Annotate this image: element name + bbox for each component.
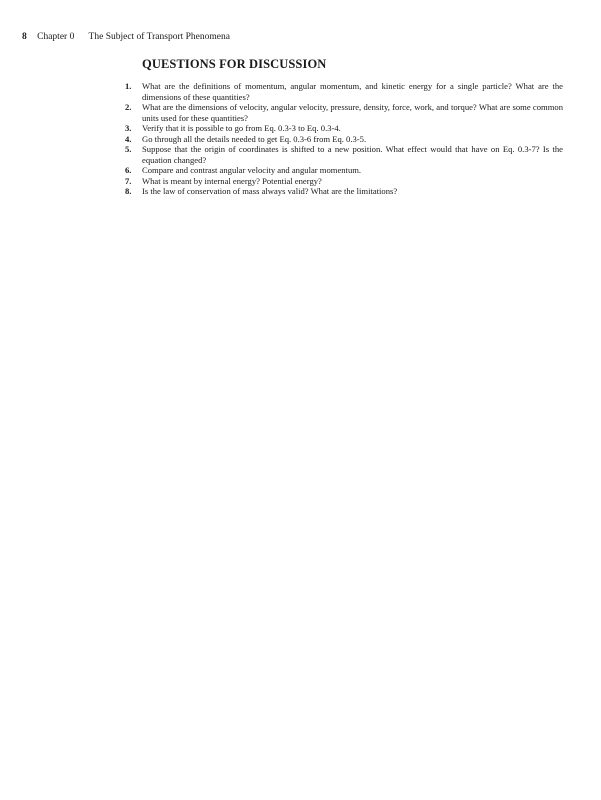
question-text: What is meant by internal energy? Potential energy?	[142, 175, 322, 186]
list-item	[125, 165, 563, 176]
chapter-label: Chapter 0	[37, 32, 75, 42]
question-text: Compare and contrast angular velocity and angular momentum.	[142, 165, 362, 175]
list-item	[125, 134, 563, 145]
list-item	[125, 102, 563, 123]
section-title: QUESTIONS FOR DISCUSSION	[142, 57, 327, 71]
question-number: 5.	[125, 144, 132, 154]
question-text: Go through all the details needed to get Eq. 0.3-6 from Eq. 0.3-5.	[142, 133, 367, 144]
chapter-title: The Subject of Transport Phenomena	[88, 32, 230, 42]
list-item	[125, 123, 563, 134]
running-head	[22, 31, 230, 43]
question-number: 1.	[125, 81, 132, 91]
question-list	[125, 81, 563, 197]
question-number: 4.	[125, 133, 132, 144]
question-number: 6.	[125, 165, 132, 175]
question-number: 7.	[125, 175, 132, 186]
question-text: Suppose that the origin of coordinates is shifted to a new position. What effect would that have on Eq. 0.3-7? Is the equation changed?	[142, 144, 563, 165]
list-item	[125, 81, 563, 102]
question-number: 2.	[125, 102, 132, 112]
list-item	[125, 144, 563, 165]
question-number: 3.	[125, 123, 132, 133]
list-item	[125, 176, 563, 187]
question-text: What are the dimensions of velocity, angular velocity, pressure, density, force, work, and torque? What are some common units used for these quantities?	[142, 102, 563, 123]
question-number: 8.	[125, 186, 132, 196]
question-text: Is the law of conservation of mass always valid? What are the limitations?	[142, 186, 398, 196]
question-text: Verify that it is possible to go from Eq. 0.3-3 to Eq. 0.3-4.	[142, 123, 341, 133]
question-text: What are the definitions of momentum, angular momentum, and kinetic energy for a single particle? What are the dimensions of these quantities?	[142, 81, 563, 102]
page-number: 8	[22, 32, 27, 42]
list-item	[125, 186, 563, 197]
